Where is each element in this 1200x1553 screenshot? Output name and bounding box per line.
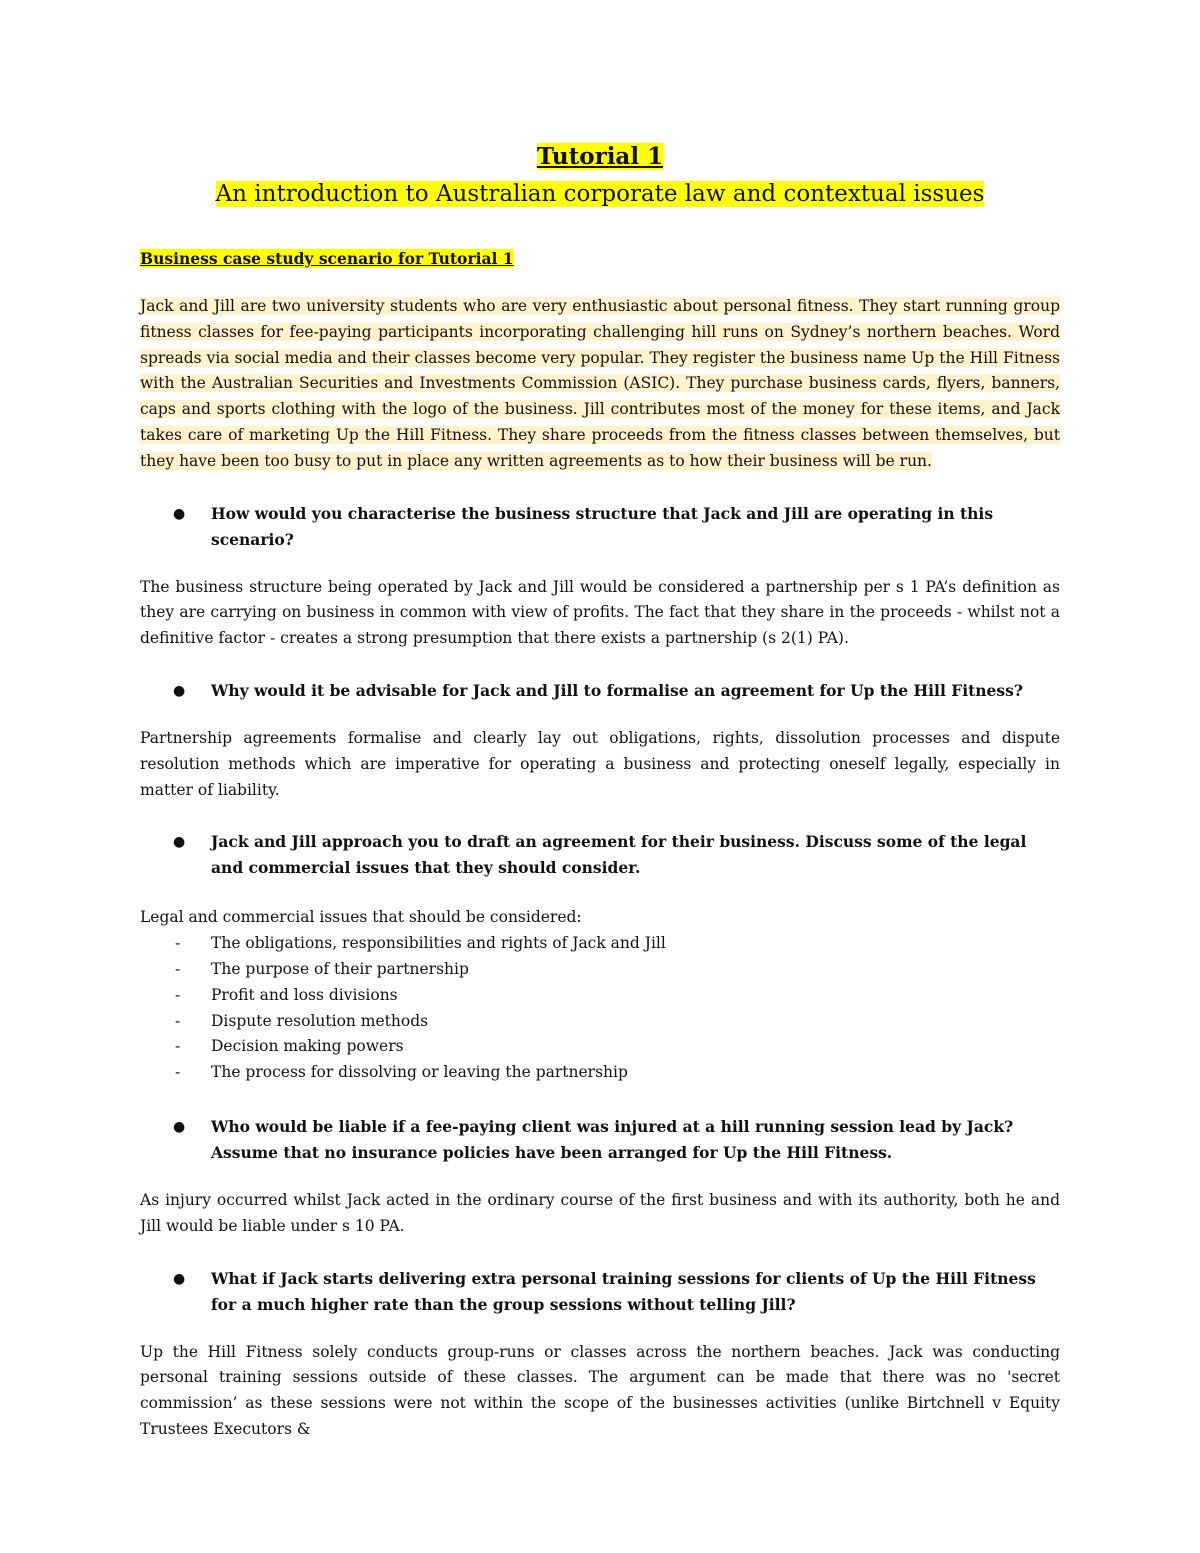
bullet-icon: ● bbox=[173, 1118, 186, 1135]
answer-4: As injury occurred whilst Jack acted in the ordinary course of the first business and with its authority, both he and Jill would be liable under s 10 PA. bbox=[140, 1190, 1060, 1235]
question-1-text: How would you characterise the business structure that Jack and Jill are operating in this scenario? bbox=[211, 503, 994, 549]
question-5 bbox=[140, 1266, 1060, 1318]
question-2-text: Why would it be advisable for Jack and Jill to formalise an agreement for Up the Hill Fitness? bbox=[211, 680, 1023, 700]
list-item-text: The purpose of their partnership bbox=[211, 959, 469, 978]
list-item-text: Dispute resolution methods bbox=[211, 1011, 429, 1030]
question-2 bbox=[140, 678, 1060, 704]
question-4-text: Who would be liable if a fee-paying client was injured at a hill running session lead by Jack? Assume that no insurance policies have been arranged for Up the Hill Fitness. bbox=[211, 1116, 1014, 1162]
answer-3-intro: Legal and commercial issues that should be considered: bbox=[140, 908, 582, 927]
dash-icon: - bbox=[175, 1063, 181, 1082]
list-item-text: Profit and loss divisions bbox=[211, 985, 398, 1004]
dash-icon: - bbox=[175, 1011, 181, 1030]
list-item bbox=[140, 1060, 1060, 1086]
scenario-text: Jack and Jill are two university students who are very enthusiastic about personal fitness. They start running group fitness classes for fee-paying participants incorporating challenging hill runs on Sydney’s northern beaches. Word spreads via social media and their classes become very popular. They register the business name Up the Hill Fitness with the Australian Securities and Investments Commission (ASIC). They purchase business cards, flyers, banners, caps and sports clothing with the logo of the business. Jill contributes most of the money for these items, and Jack takes care of marketing Up the Hill Fitness. They share proceeds from the fitness classes between themselves, but they have been too busy to put in place any written agreements as to how their business will be run. bbox=[140, 297, 1060, 470]
dash-icon: - bbox=[175, 1037, 181, 1056]
list-item-text: The process for dissolving or leaving the partnership bbox=[211, 1063, 628, 1082]
question-5-text: What if Jack starts delivering extra personal training sessions for clients of Up the Hill Fitness for a much higher rate than the group sessions without telling Jill? bbox=[211, 1268, 1036, 1314]
question-3 bbox=[140, 829, 1060, 881]
bullet-icon: ● bbox=[173, 1270, 186, 1287]
page-subtitle bbox=[140, 174, 1060, 214]
title-text: Tutorial 1 bbox=[536, 143, 664, 170]
issues-list bbox=[140, 931, 1060, 1086]
bullet-icon: ● bbox=[173, 682, 186, 699]
section-heading bbox=[140, 248, 1060, 270]
bullet-icon: ● bbox=[173, 505, 186, 522]
list-item-text: Decision making powers bbox=[211, 1037, 404, 1056]
document-body bbox=[140, 140, 1060, 1443]
question-4 bbox=[140, 1114, 1060, 1166]
dash-icon: - bbox=[175, 959, 181, 978]
list-item bbox=[140, 957, 1060, 983]
question-1 bbox=[140, 501, 1060, 553]
question-3-text: Jack and Jill approach you to draft an agreement for their business. Discuss some of the legal and commercial issues that they should consider. bbox=[211, 832, 1027, 878]
list-item bbox=[140, 1034, 1060, 1060]
answer-2: Partnership agreements formalise and clearly lay out obligations, rights, dissolution processes and dispute resolution methods which are imperative for operating a business and protecting oneself legally, especially in matter of liability. bbox=[140, 728, 1060, 799]
list-item bbox=[140, 1009, 1060, 1035]
scenario-paragraph bbox=[140, 294, 1060, 475]
dash-icon: - bbox=[175, 985, 181, 1004]
list-item bbox=[140, 983, 1060, 1009]
list-item-text: The obligations, responsibilities and rights of Jack and Jill bbox=[211, 934, 666, 953]
page-title bbox=[140, 140, 1060, 174]
answer-1: The business structure being operated by Jack and Jill would be considered a partnership per s 1 PA’s definition as they are carrying on business in common with view of profits. The fact that they share in the proceeds - whilst not a definitive factor - creates a strong presumption that there exists a partnership (s 2(1) PA). bbox=[140, 577, 1060, 648]
answer-5: Up the Hill Fitness solely conducts group-runs or classes across the northern beaches. Jack was conducting personal training sessions outside of these classes. The argument can be made that there was no 'secret commission’ as these sessions were not within the scope of the businesses activities (unlike Birtchnell v Equity Trustees Executors & bbox=[140, 1342, 1060, 1438]
dash-icon: - bbox=[175, 934, 181, 953]
section-heading-text: Business case study scenario for Tutorial 1 bbox=[140, 249, 514, 268]
subtitle-text: An introduction to Australian corporate law and contextual issues bbox=[215, 181, 985, 207]
bullet-icon: ● bbox=[173, 834, 186, 851]
list-item bbox=[140, 931, 1060, 957]
